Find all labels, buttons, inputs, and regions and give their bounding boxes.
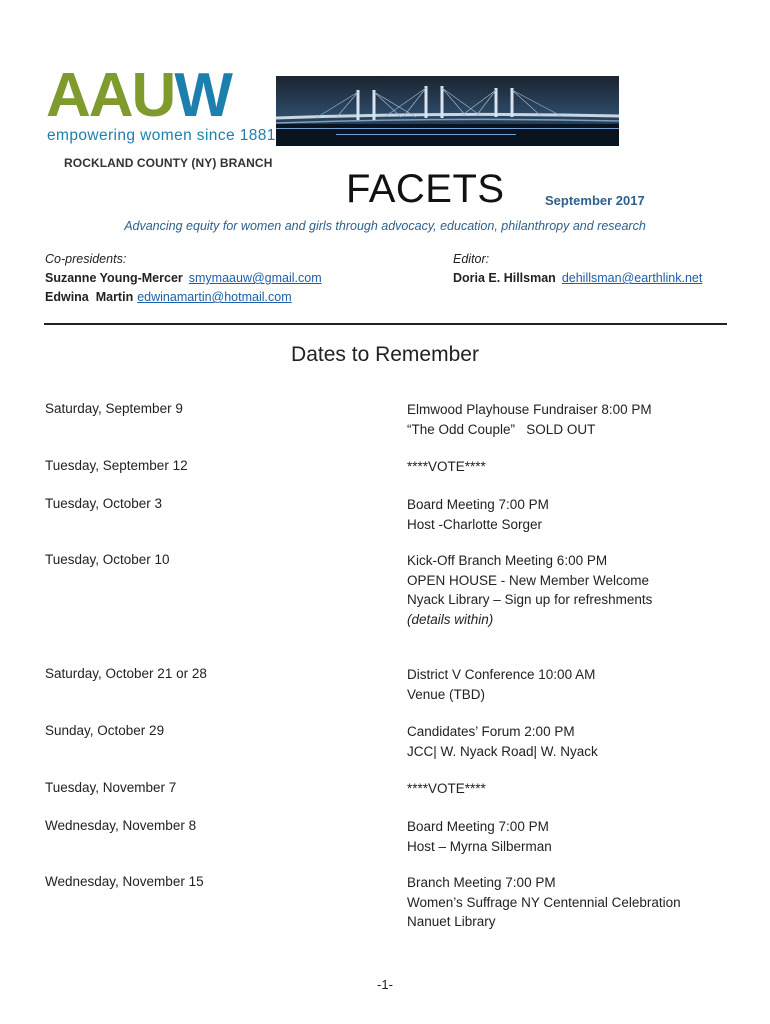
event-details bbox=[407, 873, 681, 932]
logo-letter-w: W bbox=[174, 61, 231, 130]
event-line: Venue (TBD) bbox=[407, 686, 486, 702]
event-line: Nanuet Library bbox=[407, 914, 496, 929]
event-details bbox=[407, 400, 652, 439]
event-line: JCC| W. Nyack Road| W. Nyack bbox=[407, 743, 598, 759]
event-line: (details within) bbox=[407, 611, 494, 627]
editor-name: Doria E. Hillsman bbox=[453, 271, 556, 285]
event-date: Saturday, October 21 or 28 bbox=[45, 666, 207, 681]
editor-row bbox=[453, 269, 702, 288]
issue-date: September 2017 bbox=[545, 193, 645, 208]
event-line: ****VOTE**** bbox=[407, 459, 486, 474]
event-details bbox=[407, 779, 486, 799]
logo-tagline: empowering women since 1881 bbox=[47, 127, 276, 144]
event-date: Tuesday, October 3 bbox=[45, 496, 163, 511]
copresidents-block bbox=[45, 250, 322, 307]
branch-name: ROCKLAND COUNTY (NY) BRANCH bbox=[64, 156, 273, 170]
event-date: Wednesday, November 8 bbox=[45, 818, 197, 833]
copresident-name: Suzanne Young-Mercer bbox=[45, 271, 183, 285]
event-line: Elmwood Playhouse Fundraiser 8:00 PM bbox=[407, 402, 652, 417]
bridge-illustration bbox=[276, 76, 619, 146]
event-line: Board Meeting 7:00 PM bbox=[407, 497, 549, 512]
event-date: Sunday, October 29 bbox=[45, 723, 165, 738]
copresident-email-link[interactable]: smymaauw@gmail.com bbox=[188, 271, 322, 285]
event-line: Nyack Library – Sign up for refreshments bbox=[407, 592, 653, 607]
editor-label: Editor: bbox=[453, 252, 490, 266]
copresident-email-link[interactable]: edwinamartin@hotmail.com bbox=[137, 290, 292, 304]
event-details bbox=[407, 722, 598, 761]
copresidents-label: Co-presidents: bbox=[45, 252, 127, 266]
event-line: Branch Meeting 7:00 PM bbox=[407, 875, 556, 890]
logo-letters-aau: AAU bbox=[46, 61, 175, 130]
event-line: Host – Myrna Silberman bbox=[407, 838, 552, 854]
event-date: Saturday, September 9 bbox=[45, 401, 183, 416]
bridge-night-photo bbox=[276, 76, 619, 146]
aauw-logo bbox=[46, 60, 231, 131]
header-divider bbox=[44, 323, 727, 325]
mission-statement: Advancing equity for women and girls through advocacy, education, philanthropy and research bbox=[124, 219, 646, 233]
event-line: District V Conference 10:00 AM bbox=[407, 667, 596, 682]
event-date: Tuesday, September 12 bbox=[45, 458, 188, 473]
event-details bbox=[407, 457, 486, 477]
event-date: Tuesday, November 7 bbox=[45, 780, 177, 795]
event-line: ****VOTE**** bbox=[407, 781, 486, 796]
event-line: Board Meeting 7:00 PM bbox=[407, 819, 549, 834]
section-title: Dates to Remember bbox=[291, 343, 479, 366]
event-date: Wednesday, November 15 bbox=[45, 874, 204, 889]
editor-block bbox=[453, 250, 702, 288]
event-line: Women’s Suffrage NY Centennial Celebration bbox=[407, 894, 681, 910]
event-line: Candidates’ Forum 2:00 PM bbox=[407, 724, 575, 739]
event-line: Host -Charlotte Sorger bbox=[407, 516, 543, 532]
event-details bbox=[407, 665, 595, 704]
event-date: Tuesday, October 10 bbox=[45, 552, 170, 567]
page-number: -1- bbox=[377, 977, 393, 992]
newsletter-title: FACETS bbox=[346, 167, 505, 211]
event-details bbox=[407, 495, 549, 534]
editor-email-link[interactable]: dehillsman@earthlink.net bbox=[561, 271, 703, 285]
event-details bbox=[407, 817, 552, 856]
event-line: “The Odd Couple” SOLD OUT bbox=[407, 421, 596, 437]
copresident-name: Edwina Martin bbox=[45, 290, 134, 304]
event-details bbox=[407, 551, 652, 629]
copresident-row bbox=[45, 269, 322, 288]
copresident-row bbox=[45, 288, 322, 307]
event-line: Kick-Off Branch Meeting 6:00 PM bbox=[407, 553, 608, 568]
event-line: OPEN HOUSE - New Member Welcome bbox=[407, 572, 650, 588]
